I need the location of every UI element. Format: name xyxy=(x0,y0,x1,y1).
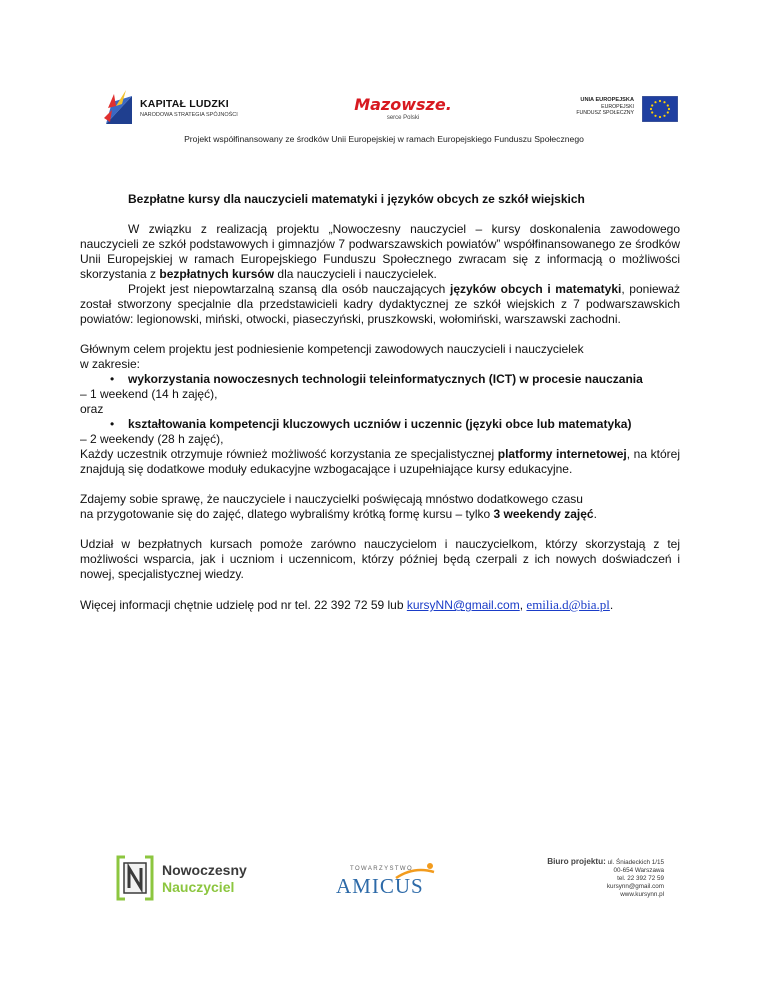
paragraph-opportunity xyxy=(80,282,680,327)
amicus-name: AMICUS xyxy=(336,874,424,898)
nn-title-line-1: Nowoczesny xyxy=(162,862,247,878)
opportunity-bold: języków obcych i matematyki xyxy=(450,282,622,296)
intro-bold: bezpłatnych kursów xyxy=(159,267,275,281)
intro-text-end: dla nauczycieli i nauczycielek. xyxy=(274,267,437,281)
contact-comma: , xyxy=(519,598,524,612)
paragraph-goal-scope: w zakresie: xyxy=(80,357,141,371)
conjunction-oraz: oraz xyxy=(80,402,104,416)
list-item xyxy=(110,372,680,387)
eu-logo xyxy=(568,96,678,124)
letter-title: Bezpłatne kursy dla nauczycieli matematyki i języków obcych ze szkół wiejskich xyxy=(128,192,585,206)
amicus-logo xyxy=(336,862,440,898)
bullet-competences-duration: – 2 weekendy (28 h zajęć), xyxy=(80,432,224,446)
paragraph-contact xyxy=(80,597,680,613)
platform-bold: platformy internetowej xyxy=(497,447,627,461)
intro-text: W związku z realizacją projektu „Nowoczesny nauczyciel – kursy doskonalenia zawodowego nauczycieli ze szkół podstawowych i gimnazjów 7 podwarszawskich powiatów” współfinansowanego ze środków Unii Europejskiej w ramach Europejskiego Funduszu Społecznego zwracam się z informacją o możliwości skorzystania z xyxy=(80,222,680,281)
time-period: . xyxy=(593,507,597,521)
office-address-1: ul. Śniadeckich 1/15 xyxy=(607,859,664,866)
email-link-kursynn[interactable]: kursyNN@gmail.com xyxy=(406,598,520,612)
paragraph-time-2 xyxy=(80,507,680,522)
project-cofinancing-note: Projekt współfinansowany ze środków Unii Europejskiej w ramach Europejskiego Funduszu Społecznego xyxy=(184,134,584,144)
mazowsze-title: Mazowsze. xyxy=(354,95,452,114)
eu-line-2: EUROPEJSKI xyxy=(601,103,634,110)
kapital-ludzki-subtitle: NARODOWA STRATEGIA SPÓJNOŚCI xyxy=(140,112,238,118)
list-item xyxy=(110,417,680,432)
contact-period: . xyxy=(609,598,614,612)
mazowsze-logo xyxy=(348,96,458,126)
office-label: Biuro projektu: xyxy=(547,857,606,866)
paragraph-platform xyxy=(80,447,680,477)
paragraph-intro xyxy=(80,222,680,282)
eu-line-1: UNIA EUROPEJSKA xyxy=(580,97,634,103)
bullet-competences: kształtowania kompetencji kluczowych uczniów i uczennic (języki obce lub matematyka) xyxy=(128,417,632,431)
opportunity-text: Projekt jest niepowtarzalną szansą dla osób nauczających xyxy=(128,282,450,296)
bullet-icon: • xyxy=(110,417,115,431)
bullet-ict-duration: – 1 weekend (14 h zajęć), xyxy=(80,387,218,401)
mazowsze-subtitle: serce Polski xyxy=(386,115,420,121)
nowoczesny-nauczyciel-logo xyxy=(115,854,265,902)
nn-title-line-2: Nauczyciel xyxy=(162,879,235,895)
project-office-info xyxy=(512,858,664,899)
kapital-ludzki-title: KAPITAŁ LUDZKI xyxy=(140,98,229,110)
bullet-icon: • xyxy=(110,372,115,386)
time-text: na przygotowanie się do zajęć, dlatego wybraliśmy krótką formę kursu – tylko xyxy=(80,507,494,521)
paragraph-goal: Głównym celem projektu jest podniesienie kompetencji zawodowych nauczycieli i nauczycielek xyxy=(80,342,584,356)
platform-text: Każdy uczestnik otrzymuje również możliwość korzystania ze specjalistycznej xyxy=(80,447,498,461)
eu-flag-icon xyxy=(642,96,678,122)
time-bold: 3 weekendy zajęć xyxy=(493,507,594,521)
kapital-ludzki-logo xyxy=(102,88,252,128)
paragraph-time: Zdajemy sobie sprawę, że nauczyciele i nauczycielki poświęcają mnóstwo dodatkowego czasu xyxy=(80,492,583,506)
platform-text-end: , na której znajdują się dodatkowe moduły edukacyjne wzbogacające i uzupełniające kursy edukacyjne. xyxy=(80,447,680,476)
paragraph-benefit: Udział w bezpłatnych kursach pomoże zarówno nauczycielom i nauczycielkom, którzy skorzystają z tej możliwości wsparcia, jak i uczniom i uczennicom, którzy później będą czerpali z ich nowych doświadczeń i nowej, specjalistycznej wiedzy. xyxy=(80,537,680,581)
eu-logo-text xyxy=(576,97,634,117)
nn-bracket-icon xyxy=(115,854,155,902)
office-email: kursynn@gmail.com xyxy=(606,883,664,891)
letter-body xyxy=(80,192,680,613)
office-address-2: 00-654 Warszawa xyxy=(613,867,664,875)
office-phone: tel. 22 392 72 59 xyxy=(617,875,664,883)
office-website: www.kursynn.pl xyxy=(620,891,664,899)
eu-line-3: FUNDUSZ SPOŁECZNY xyxy=(576,110,634,117)
email-link-emilia[interactable]: emilia.d@bia.pl xyxy=(526,597,610,612)
opportunity-text-end: , ponieważ został stworzony specjalnie dla przedstawicieli kadry dydaktycznej ze szkół wiejskich z 7 podwarszawskich powiatów: legionowski, miński, otwocki, piaseczyński, pruszkowski, wołomiński, warszawski zachodni. xyxy=(80,282,681,326)
kapital-ludzki-star-icon xyxy=(102,88,136,128)
amicus-society-label: TOWARZYSTWO xyxy=(350,866,414,872)
contact-text: Więcej informacji chętnie udzielę pod nr tel. 22 392 72 59 lub xyxy=(80,598,407,612)
bullet-ict: wykorzystania nowoczesnych technologii teleinformatycznych (ICT) w procesie nauczania xyxy=(128,372,643,386)
